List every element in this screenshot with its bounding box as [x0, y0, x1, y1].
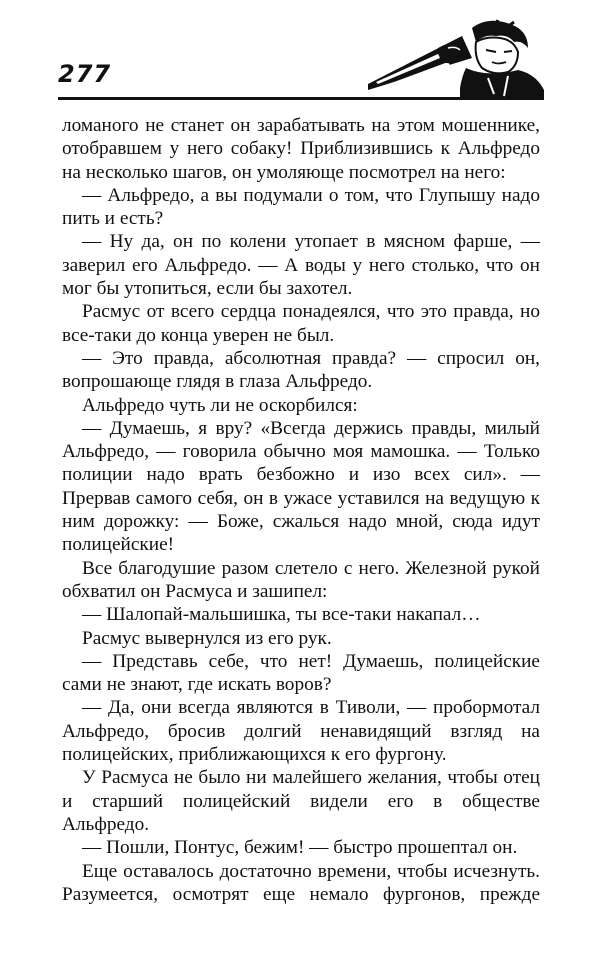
boy-with-horn-icon	[368, 18, 544, 98]
paragraph: — Ну да, он по колени утопает в мясном фарше, — заверил его Альфредо. — А воды у него столько, что он мог бы утопиться, если бы захотел.	[62, 231, 540, 300]
paragraph: Еще оставалось достаточно времени, чтобы исчезнуть. Разумеется, осмотрят еще немало фургонов, прежде	[62, 860, 540, 905]
paragraph: У Расмуса не было ни малейшего желания, чтобы отец и старший полицейский видели его в обществе Альфредо.	[62, 767, 540, 835]
header-rule	[58, 97, 544, 100]
page-number: 277	[58, 60, 112, 88]
paragraph: — Шалопай-мальшишка, ты все-таки накапал…	[82, 604, 481, 626]
paragraph: — Представь себе, что нет! Думаешь, полицейские сами не знают, где искать воров?	[62, 650, 540, 696]
paragraph: Все благодушие разом слетело с него. Железной рукой обхватил он Расмуса и зашипел:	[62, 557, 540, 602]
paragraph: — Да, они всегда являются в Тиволи, — пробормотал Альфредо, бросив долгий ненавидящий взгляд на полицейских, приближающихся к его фургону.	[62, 697, 540, 766]
paragraph: Расмус вывернулся из его рук.	[82, 627, 332, 649]
paragraph: — Пошли, Понтус, бежим! — быстро прошептал он.	[82, 837, 518, 859]
paragraph: — Это правда, абсолютная правда? — спросил он, вопрошающе глядя в глаза Альфредо.	[62, 347, 540, 393]
paragraph: Альфредо чуть ли не оскорбился:	[82, 394, 358, 416]
paragraph: — Думаешь, я вру? «Всегда держись правды, милый Альфредо, — говорила обычно моя мамошка. — Только полиции надо врать безбожно и изо всех сил». — Прервав самого себя, он в ужасе уставился на ведущую к ним дорожку: — Боже, сжалься надо мной, сюда идут полицейские!	[62, 417, 540, 556]
paragraph: Расмус от всего сердца понадеялся, что это правда, но все-таки до конца уверен не был.	[62, 301, 540, 346]
paragraph: ломаного не станет он зарабатывать на этом мошеннике, отобравшем у него собаку! Приблизившись к Альфредо на несколько шагов, он умоляюще посмотрел на него:	[62, 115, 540, 183]
body-text	[62, 114, 540, 906]
paragraph: — Альфредо, а вы подумали о том, что Глупышу надо пить и есть?	[62, 184, 540, 230]
page-header	[58, 18, 544, 100]
